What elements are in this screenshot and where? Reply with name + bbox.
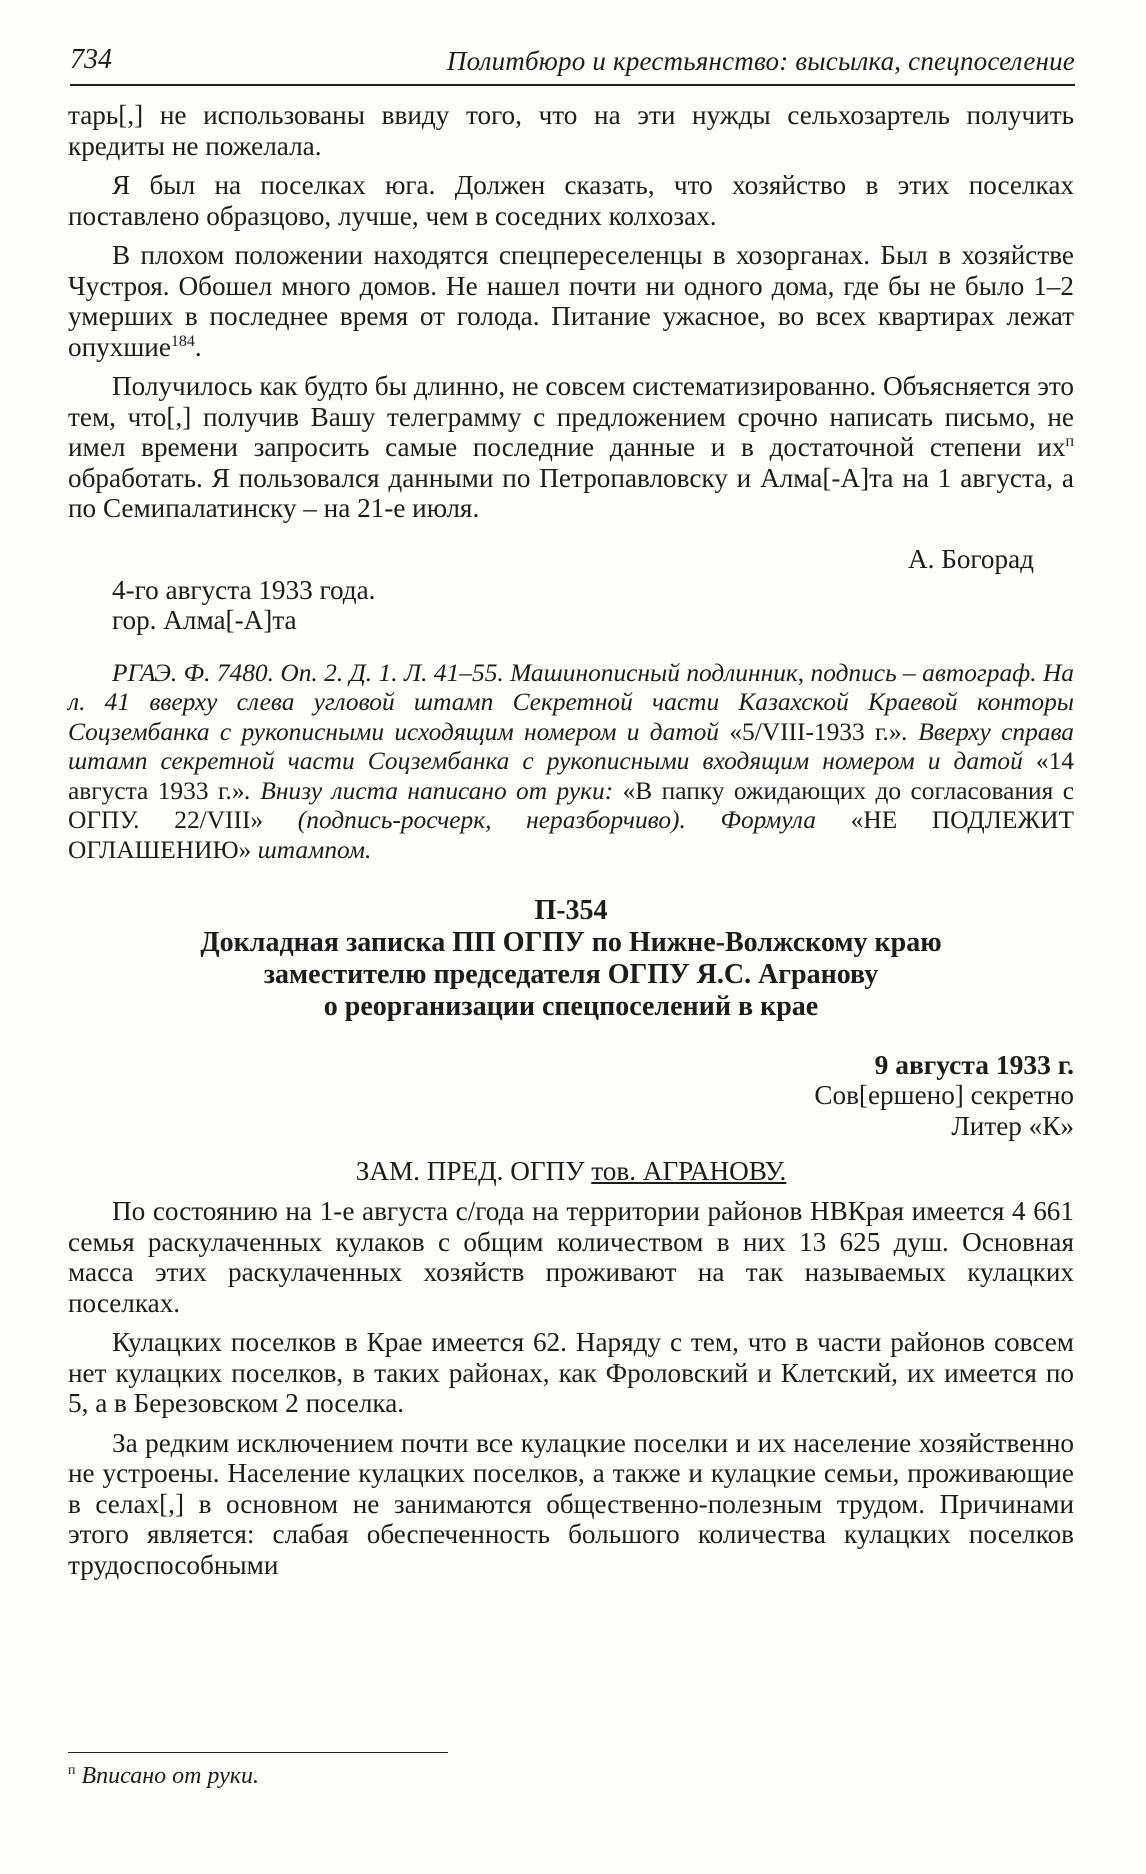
document-title-line-3: о реорганизации спецпоселений в крае xyxy=(323,991,819,1022)
running-title: Политбюро и крестьянство: высылка, спецпоселение xyxy=(446,46,1075,76)
endnote-ref-184: 184 xyxy=(170,332,195,350)
letter-paragraph-3-text: В плохом положении находятся спецпереселенцы в хозорганах. Был в хозяйстве Чустроя. Обошел много домов. Не нашел почти ни одного дома, где бы не было 1–2 умерших в последнее время от голода. Питание ужасное, во всех квартирах лежат опухшие xyxy=(68,240,1074,362)
letter-paragraph-4-text-b: обработать. Я пользовался данными по Петропавловску и Алма[-А]та на 1 августа, а по Семипалатинску – на 21-е июля. xyxy=(68,462,1074,523)
letter-place: гор. Алма[-А]та xyxy=(112,604,297,635)
source-note-part-5: штампом. xyxy=(251,835,372,864)
page-content xyxy=(68,100,1074,1580)
report-paragraph-1: По состоянию на 1-е августа с/года на территории районов НВКрая имеется 4 661 семья раскулаченных кулаков с общим количеством в них 13 625 душ. Основная масса этих раскулаченных хозяйств проживают на так называемых кулацких поселках. xyxy=(68,1196,1074,1318)
document-date: 9 августа 1933 г. xyxy=(874,1049,1074,1080)
source-note-quote-3: «В папку ожидающих до согласования с ОГПУ. 22/VIII» xyxy=(68,776,1074,834)
source-note-part-3: . Внизу листа написано от руки: xyxy=(244,776,623,805)
letter-paragraph-2: Я был на поселках юга. Должен сказать, что хозяйство в этих поселках поставлено образцово, лучше, чем в соседних колхозах. xyxy=(68,170,1074,231)
letter-paragraph-4 xyxy=(68,371,1074,524)
source-note-quote-1: «5/VIII-1933 г.» xyxy=(729,717,902,746)
archival-source-note xyxy=(68,659,1074,866)
liter-label: Литер «К» xyxy=(951,1110,1074,1141)
source-note-quote-4: «НЕ ПОДЛЕЖИТ ОГЛАШЕНИЮ» xyxy=(68,806,1074,864)
signature: А. Богорад xyxy=(908,543,1034,574)
document-title-line-2: заместителю председателя ОГПУ Я.С. Агранову xyxy=(263,959,879,990)
report-paragraph-2: Кулацких поселков в Крае имеется 62. Наряду с тем, что в части районов совсем нет кулацких поселков, в таких районах, как Фроловский и Клетский, их имеется по 5, а в Березовском 2 поселка. xyxy=(68,1327,1074,1418)
secrecy-label: Сов[ершено] секретно xyxy=(814,1080,1074,1110)
footnote-divider xyxy=(68,1752,448,1753)
letter-paragraph-3 xyxy=(68,240,1074,362)
document-number: П-354 xyxy=(534,895,608,926)
page-header xyxy=(70,42,1075,86)
footnote-mark: п xyxy=(68,1763,76,1778)
footnote xyxy=(68,1762,259,1790)
document-title-line-1: Докладная записка ПП ОГПУ по Нижне-Волжскому краю xyxy=(200,927,942,958)
footnote-ref-p: п xyxy=(1065,432,1074,450)
addressee xyxy=(68,1155,1074,1187)
source-note-part-2: . Вверху справа штамп секретной части Соцзембанка с рукописными входящим номером и датой xyxy=(68,717,1075,775)
source-note-quote-2: «14 августа 1933 г.» xyxy=(68,747,1074,805)
report-paragraph-3: За редким исключением почти все кулацкие поселки и их население хозяйственно не устроены. Население кулацких поселков, а также и кулацкие семьи, проживающие в селах[,] в основном не занимаются общественно-полезным трудом. Причинами этого является: слабая обеспеченность большого количества кулацких поселков трудоспособными xyxy=(68,1427,1074,1580)
source-note-part-4: (подпись-росчерк, неразборчиво). Формула xyxy=(263,806,851,834)
page-number: 734 xyxy=(70,44,112,75)
letter-paragraph-4-text-a: Получилось как будто бы длинно, не совсем систематизированно. Объясняется это тем, что[,] получив Вашу телеграмму с предложением срочно написать письмо, не имел времени запросить самые последние данные и в достаточной степени их xyxy=(68,371,1074,462)
letter-paragraph-3-end: . xyxy=(194,331,202,362)
footnote-text: Вписано от руки. xyxy=(81,1763,259,1789)
source-note-part-1: РГАЭ. Ф. 7480. Оп. 2. Д. 1. Л. 41–55. Машинописный подлинник, подпись – автограф. На л. 41 вверху слева угловой штамп Секретной части Казахской Краевой конторы Соцзембанка с рукописными исходящим номером и датой xyxy=(68,658,1074,746)
addressee-title: ЗАМ. ПРЕД. ОГПУ xyxy=(355,1156,592,1186)
letter-paragraph-1: тарь[,] не использованы ввиду того, что на эти нужды сельхозартель получить кредиты не пожелала. xyxy=(68,100,1074,161)
letter-date: 4-го августа 1933 года. xyxy=(112,574,376,605)
addressee-name: тов. АГРАНОВУ. xyxy=(591,1156,787,1186)
